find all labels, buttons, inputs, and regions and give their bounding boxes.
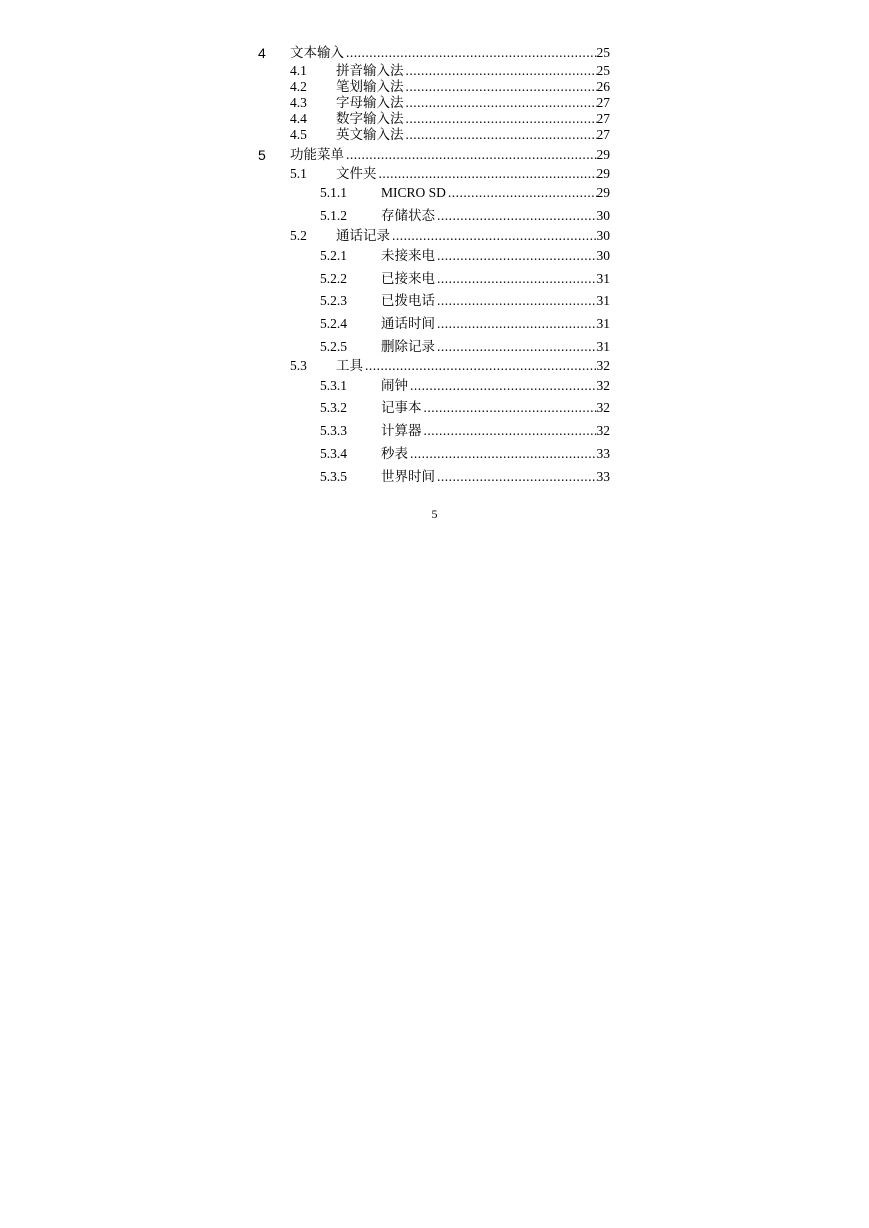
toc-entry-number: 5.3.3 <box>320 423 347 438</box>
toc-entry-title: 笔划输入法 <box>336 79 404 94</box>
toc-entry-title: 通话记录 <box>336 228 390 243</box>
toc-dot-leader <box>344 146 597 164</box>
toc-entry-page: 32 <box>596 400 610 415</box>
toc-subsection-entry[interactable] <box>320 184 610 202</box>
toc-entry-page: 30 <box>596 228 610 243</box>
toc-entry-page: 32 <box>596 358 610 373</box>
toc-entry-title: MICRO SD <box>381 185 446 200</box>
toc-entry-page: 31 <box>596 339 610 354</box>
toc-entry-number: 5.2.4 <box>320 316 347 331</box>
toc-section-entry[interactable] <box>290 165 610 183</box>
toc-entry-number: 5.3 <box>290 358 307 373</box>
toc-entry-title: 拼音输入法 <box>336 63 404 78</box>
toc-entry-title: 秒表 <box>381 446 408 461</box>
toc-entry-page: 27 <box>596 95 610 110</box>
toc-entry-page: 26 <box>596 79 610 94</box>
toc-dot-leader <box>344 44 597 62</box>
toc-subsection-entry[interactable] <box>320 377 610 395</box>
toc-entry-title: 已接来电 <box>381 271 435 286</box>
toc-entry-page: 29 <box>596 185 610 200</box>
toc-dot-leader <box>435 315 597 333</box>
toc-entry-page: 29 <box>596 166 610 181</box>
toc-entry-number: 4.5 <box>290 127 307 142</box>
toc-dot-leader <box>435 292 597 310</box>
toc-entry-page: 27 <box>596 111 610 126</box>
toc-chapter-entry[interactable] <box>258 44 610 62</box>
toc-subsection-entry[interactable] <box>320 399 610 417</box>
toc-subsection-entry[interactable] <box>320 247 610 265</box>
toc-entry-number: 5 <box>258 147 266 163</box>
toc-entry-title: 已拨电话 <box>381 293 435 308</box>
toc-entry-number: 5.3.4 <box>320 446 347 461</box>
toc-entry-page: 32 <box>596 423 610 438</box>
toc-entry-number: 5.2.5 <box>320 339 347 354</box>
toc-entry-title: 计算器 <box>381 423 422 438</box>
toc-entry-title: 功能菜单 <box>290 147 344 162</box>
toc-entry-title: 字母输入法 <box>336 95 404 110</box>
toc-entry-page: 29 <box>596 147 610 162</box>
toc-entry-title: 闹钟 <box>381 378 408 393</box>
toc-dot-leader <box>363 357 597 375</box>
toc-entry-page: 31 <box>596 271 610 286</box>
toc-entry-title: 工具 <box>336 358 363 373</box>
toc-entry-number: 5.3.5 <box>320 469 347 484</box>
toc-entry-number: 5.2 <box>290 228 307 243</box>
toc-entry-number: 4.4 <box>290 111 307 126</box>
toc-subsection-entry[interactable] <box>320 445 610 463</box>
toc-entry-page: 30 <box>596 248 610 263</box>
toc-entry-number: 5.2.3 <box>320 293 347 308</box>
toc-subsection-entry[interactable] <box>320 270 610 288</box>
toc-subsection-entry[interactable] <box>320 338 610 356</box>
table-of-contents <box>0 0 869 560</box>
toc-entry-number: 5.1 <box>290 166 307 181</box>
toc-entry-number: 5.2.1 <box>320 248 347 263</box>
toc-dot-leader <box>435 338 597 356</box>
toc-entry-number: 5.3.2 <box>320 400 347 415</box>
toc-entry-page: 31 <box>596 316 610 331</box>
toc-subsection-entry[interactable] <box>320 468 610 486</box>
toc-entry-title: 文本输入 <box>290 45 344 60</box>
toc-dot-leader <box>422 399 597 417</box>
toc-dot-leader <box>435 247 597 265</box>
toc-entry-number: 4.2 <box>290 79 307 94</box>
toc-entry-number: 5.2.2 <box>320 271 347 286</box>
toc-section-entry[interactable] <box>290 357 610 375</box>
toc-subsection-entry[interactable] <box>320 207 610 225</box>
toc-entry-number: 5.3.1 <box>320 378 347 393</box>
toc-entry-number: 4 <box>258 45 266 61</box>
toc-entry-page: 27 <box>596 127 610 142</box>
toc-entry-title: 记事本 <box>381 400 422 415</box>
toc-subsection-entry[interactable] <box>320 422 610 440</box>
toc-entry-title: 世界时间 <box>381 469 435 484</box>
toc-chapter-entry[interactable] <box>258 146 610 164</box>
toc-entry-title: 英文输入法 <box>336 127 404 142</box>
toc-entry-page: 25 <box>596 63 610 78</box>
toc-entry-title: 未接来电 <box>381 248 435 263</box>
toc-dot-leader <box>446 184 597 202</box>
toc-entry-page: 33 <box>596 469 610 484</box>
toc-section-entry[interactable] <box>290 227 610 245</box>
toc-entry-number: 4.3 <box>290 95 307 110</box>
toc-entry-title: 数字输入法 <box>336 111 404 126</box>
toc-dot-leader <box>377 165 597 183</box>
toc-entry-page: 33 <box>596 446 610 461</box>
toc-entry-number: 4.1 <box>290 63 307 78</box>
toc-entry-page: 31 <box>596 293 610 308</box>
toc-entry-title: 文件夹 <box>336 166 377 181</box>
toc-subsection-entry[interactable] <box>320 292 610 310</box>
toc-dot-leader <box>435 207 597 225</box>
toc-entry-page: 25 <box>596 45 610 60</box>
toc-entry-title: 存储状态 <box>381 208 435 223</box>
toc-entry-title: 删除记录 <box>381 339 435 354</box>
toc-dot-leader <box>408 445 597 463</box>
toc-dot-leader <box>390 227 597 245</box>
toc-subsection-entry[interactable] <box>320 315 610 333</box>
toc-dot-leader <box>408 377 597 395</box>
toc-dot-leader <box>435 270 597 288</box>
page-number: 5 <box>431 507 438 521</box>
toc-section-entry[interactable] <box>290 126 610 144</box>
toc-dot-leader <box>404 126 597 144</box>
toc-entry-number: 5.1.1 <box>320 185 347 200</box>
toc-entry-number: 5.1.2 <box>320 208 347 223</box>
toc-entry-title: 通话时间 <box>381 316 435 331</box>
toc-dot-leader <box>435 468 597 486</box>
toc-dot-leader <box>422 422 597 440</box>
toc-entry-page: 32 <box>596 378 610 393</box>
toc-entry-page: 30 <box>596 208 610 223</box>
